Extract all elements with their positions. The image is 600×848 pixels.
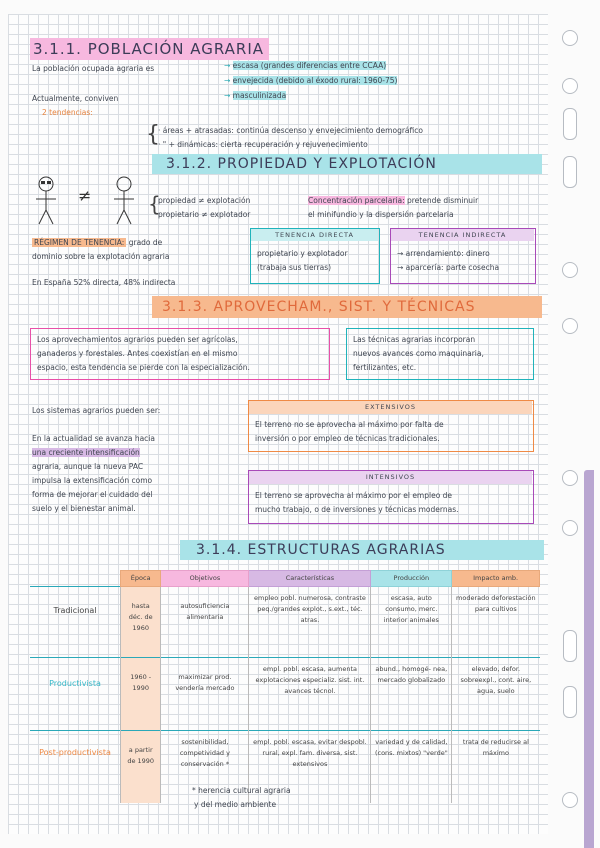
col-caracteristicas: Características <box>249 571 371 587</box>
actualidad-line-3: agraria, aunque la nueva PAC <box>32 462 144 471</box>
row-impacto: moderado deforestación para cultivos <box>452 587 540 658</box>
tendencias-label: 2 tendencias: <box>42 108 93 117</box>
row-epoca: a partir de 1990 <box>121 731 161 804</box>
row-caracteristicas: empl. pobl. escasa, evitar despobl. rural, expl. fam. diversa, sist. extensivos <box>249 731 371 804</box>
tenencia-directa-line-1: propietario y explotador <box>257 249 348 258</box>
footnote-line-1: * herencia cultural agraria <box>192 786 291 795</box>
tecnicas-line-2: nuevos avances como maquinaria, <box>353 349 484 358</box>
tenencia-directa-head: TENENCIA DIRECTA <box>251 229 378 241</box>
row-name: Post-productivista <box>30 731 121 804</box>
binder-slot <box>563 686 577 718</box>
col-epoca: Época <box>121 571 161 587</box>
row-impacto: trata de reducirse al máximo <box>452 731 540 804</box>
intensivos-line-2: mucho trabajo, o de inversiones y técnicas modernas. <box>255 505 459 514</box>
binder-hole <box>562 792 578 808</box>
col-impacto: Impacto amb. <box>452 571 540 587</box>
tendencia-1: · áreas + atrasadas: continúa descenso y envejecimiento demográfico <box>158 126 423 135</box>
row-objetivos: sostenibilidad, competividad y conservación * <box>161 731 249 804</box>
aprovech-line-2: ganaderos y forestales. Antes coexistían en el mismo <box>37 349 238 358</box>
binder-hole <box>562 470 578 486</box>
propiedad-line-2: propietario ≠ explotador <box>158 210 251 219</box>
binder-slot <box>563 108 577 140</box>
arrow-icon: → <box>224 76 233 85</box>
extensivos-line-2: inversión o por empleo de técnicas tradicionales. <box>255 434 440 443</box>
poblacion-item-masculinizada: → masculinizada <box>224 91 287 100</box>
section-title-propiedad: 3.1.2. PROPIEDAD Y EXPLOTACIÓN <box>152 154 542 174</box>
row-name: Tradicional <box>30 587 121 658</box>
row-caracteristicas: empl. pobl. escasa, aumenta explotaciones especializ. sist. int. avances técnol. <box>249 658 371 731</box>
row-caracteristicas: empleo pobl. numerosa, contraste peq./grandes explot., s.ext., téc. atras. <box>249 587 371 658</box>
row-produccion: escasa, auto consumo, merc. interior animales <box>371 587 452 658</box>
row-objetivos: autosuficiencia alimentaria <box>161 587 249 658</box>
aprovechamientos-box <box>30 328 330 380</box>
intensivos-head: INTENSIVOS <box>249 471 532 484</box>
regimen-text-2: dominio sobre la explotación agraria <box>32 252 170 261</box>
row-produccion: variedad y de calidad, (cons. mixtos) "verde" <box>371 731 452 804</box>
tecnicas-box <box>346 328 534 380</box>
section-title-poblacion: 3.1.1. POBLACIÓN AGRARIA <box>30 38 269 60</box>
sistemas-intro: Los sistemas agrarios pueden ser: <box>32 406 161 415</box>
tenencia-directa-line-2: (trabaja sus tierras) <box>257 263 332 272</box>
section-title-estructuras: 3.1.4. ESTRUCTURAS AGRARIAS <box>180 540 544 560</box>
aprovech-line-1: Los aprovechamientos agrarios pueden ser agrícolas, <box>37 335 238 344</box>
binder-hole <box>562 78 578 94</box>
not-equal-symbol: ≠ <box>78 186 92 205</box>
actualidad-line-4: impulsa la extensificación como <box>32 476 153 485</box>
binder-hole <box>562 262 578 278</box>
tenencia-directa-box <box>250 228 380 284</box>
binder-hole <box>562 318 578 334</box>
tenencia-indirecta-line-2: → aparcería: parte cosecha <box>397 263 500 272</box>
row-objetivos: maximizar prod. vendería mercado <box>161 658 249 731</box>
concentracion-text-2: el minifundio y la dispersión parcelaria <box>308 210 454 219</box>
extensivos-line-1: El terreno no se aprovecha al máximo por falta de <box>255 420 444 429</box>
row-name: Productivista <box>30 658 121 731</box>
arrow-icon: → <box>224 91 233 100</box>
poblacion-item-envejecida: → envejecida (debido al éxodo rural: 1960-75) <box>224 76 398 85</box>
footnote-line-2: y del medio ambiente <box>194 800 277 809</box>
table-row <box>30 658 540 731</box>
row-produccion: abund., homogé- nea, mercado globalizado <box>371 658 452 731</box>
section-title-aprovecham: 3.1.3. APROVECHAM., SIST. Y TÉCNICAS <box>152 296 542 318</box>
col-objetivos: Objetivos <box>161 571 249 587</box>
tecnicas-line-3: fertilizantes, etc. <box>353 363 417 372</box>
page-edge-tab <box>584 470 594 848</box>
poblacion-intro: La población ocupada agraria es <box>32 64 155 73</box>
tenencia-indirecta-line-1: → arrendamiento: dinero <box>397 249 490 258</box>
binder-hole <box>562 520 578 536</box>
intensivos-box <box>248 470 534 524</box>
col-produccion: Producción <box>371 571 452 587</box>
regimen-text: RÉGIMEN DE TENENCIA: grado de <box>34 238 163 247</box>
row-epoca: hasta déc. de 1960 <box>121 587 161 658</box>
row-epoca: 1960 - 1990 <box>121 658 161 731</box>
aprovech-line-3: espacio, esta tendencia se pierde con la especialización. <box>37 363 250 372</box>
tenencia-indirecta-head: TENENCIA INDIRECTA <box>391 229 534 241</box>
actualmente-text: Actualmente, conviven <box>32 94 119 103</box>
estructuras-table <box>30 570 540 803</box>
arrow-icon: → <box>224 61 233 70</box>
actualidad-line-1: En la actualidad se avanza hacia <box>32 434 155 443</box>
tenencia-indirecta-box <box>390 228 536 284</box>
extensivos-head: EXTENSIVOS <box>249 401 532 414</box>
intensivos-line-1: El terreno se aprovecha al máximo por el empleo de <box>255 491 453 500</box>
actualidad-line-6: suelo y el bienestar animal. <box>32 504 136 513</box>
binder-hole <box>562 30 578 46</box>
brace: { <box>146 122 160 147</box>
poblacion-item-escasa: → escasa (grandes diferencias entre CCAA) <box>224 61 387 70</box>
espana-text: En España 52% directa, 48% indirecta <box>32 278 176 287</box>
concentracion-text: Concentración parcelaria: pretende disminuir <box>308 196 479 205</box>
tendencia-2: · " + dinámicas: cierta recuperación y rejuvenecimiento <box>158 140 368 149</box>
tecnicas-line-1: Las técnicas agrarias incorporan <box>353 335 476 344</box>
extensivos-box <box>248 400 534 452</box>
row-impacto: elevado, defor. sobreexpl., cont. aire, agua, suelo <box>452 658 540 731</box>
table-row <box>30 587 540 658</box>
propiedad-line-1: propiedad ≠ explotación <box>158 196 251 205</box>
table-header-row <box>30 571 540 587</box>
binder-slot <box>563 156 577 188</box>
brace: { <box>148 192 161 216</box>
actualidad-line-2: una creciente intensificación <box>32 448 140 457</box>
grid-paper-sheet <box>8 14 549 834</box>
binder-slot <box>563 630 577 662</box>
actualidad-line-5: forma de mejorar el cuidado del <box>32 490 153 499</box>
